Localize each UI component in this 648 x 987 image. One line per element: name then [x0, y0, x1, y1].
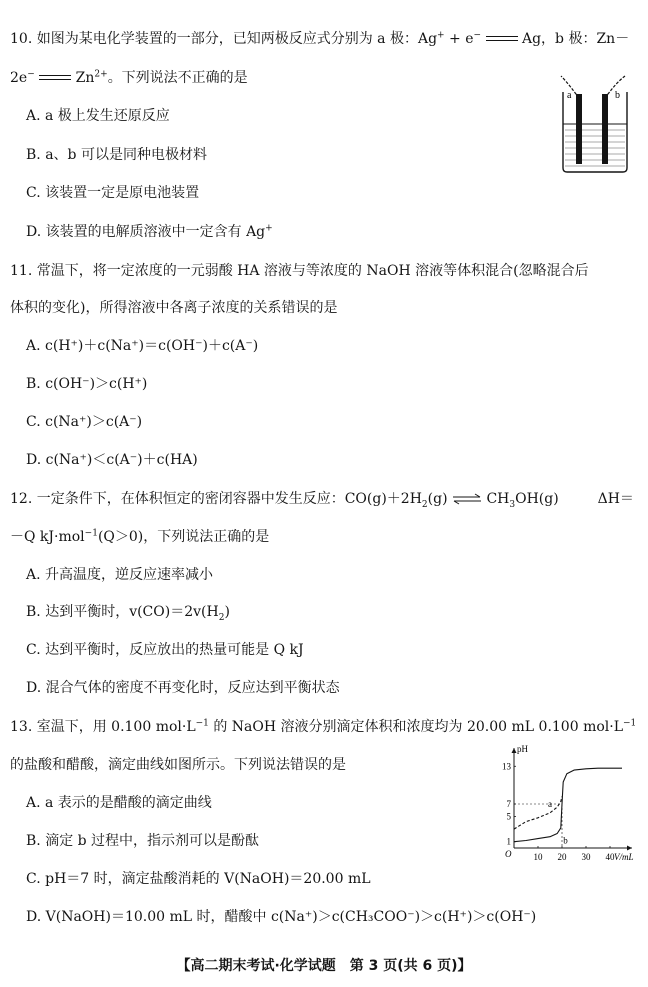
q12-stem-line1: 12. 一定条件下，在体积恒定的密闭容器中发生反应：$CO(g)+2H_2(g)$ $CH_3OH(g)$ ΔH＝ [10, 491, 634, 510]
x-tick-label: 20 [557, 852, 567, 862]
x-tick-label: 10 [533, 852, 543, 862]
equals-double-line [486, 34, 518, 44]
page-footer: 【高二期末考试·化学试题 第 3 页(共 6 页)】 [176, 958, 472, 974]
q10-option-c: C. 该装置一定是原电池装置 [26, 185, 200, 201]
q13-stem-line1: 13. 室温下，用 0.100 $mol\cdot L^{-1}$ 的 NaOH 溶液分别滴定体积和浓度均为 20.00 mL 0.100 $mol\cdot L^{-1}$ [10, 718, 637, 735]
y-tick-label: 1 [506, 836, 511, 847]
x-axis-label: V/mL [614, 852, 634, 862]
q11-option-d: D. c(Na⁺)＜c(A⁻)＋c(HA) [26, 452, 198, 468]
y-tick-label: 13 [502, 761, 511, 772]
x-tick-label: 40 [605, 852, 615, 862]
series-label-a: a [548, 798, 552, 809]
series-label-b: b [563, 835, 568, 846]
q11-option-b: B. c(OH⁻)＞c(H⁺) [26, 376, 148, 392]
q11-stem-line2: 体积的变化)，所得溶液中各离子浓度的关系错误的是 [10, 300, 338, 316]
q12-stem-line2: －Q kJ·mol$^{-1}$(Q＞0)，下列说法正确的是 [10, 528, 270, 545]
y-tick-label: 5 [506, 811, 511, 822]
q12-option-b: B. 达到平衡时，$v(CO)=2v(H_2)$ [26, 604, 230, 623]
q10-option-a: A. a 极上发生还原反应 [26, 108, 170, 124]
q13-option-c: C. pH＝7 时，滴定盐酸消耗的 V(NaOH)＝20.00 mL [26, 871, 371, 887]
q10-stem-line2: 2e− $Zn^{2+}$。下列说法不正确的是 [10, 69, 248, 86]
series-line-a [514, 797, 562, 830]
q13-option-a: A. a 表示的是醋酸的滴定曲线 [26, 795, 212, 811]
origin-label: O [505, 849, 512, 859]
series-line-b [514, 768, 622, 842]
q13-option-d: D. V(NaOH)＝10.00 mL 时，醋酸中 c(Na⁺)＞c(CH₃COO⁻)＞c(H⁺)＞c(OH⁻) [26, 909, 537, 925]
q12-option-d: D. 混合气体的密度不再变化时，反应达到平衡状态 [26, 680, 340, 696]
equilibrium-arrow-icon [452, 493, 482, 505]
q10-option-d: D. 该装置的电解质溶液中一定含有 Ag+ [26, 223, 273, 240]
electrochem-beaker-figure [555, 68, 637, 176]
q11-option-c: C. c(Na⁺)＞c(A⁻) [26, 414, 143, 430]
y-tick-label: 7 [506, 799, 511, 809]
q12-option-c: C. 达到平衡时，反应放出的热量可能是 Q kJ [26, 642, 304, 658]
x-axis-arrow-icon [627, 846, 632, 851]
q10-option-b: B. a、b 可以是同种电极材料 [26, 147, 207, 163]
y-axis-label: pH [517, 744, 528, 754]
q12-option-a: A. 升高温度，逆反应速率减小 [26, 567, 214, 583]
q10-stem-line1: 10. 如图为某电化学装置的一部分，已知两极反应式分别为 a 极：Ag+ + e− Ag，b 极：Zn－ [10, 30, 630, 47]
q13-option-b: B. 滴定 b 过程中，指示剂可以是酚酞 [26, 833, 260, 849]
q13-stem-line2: 的盐酸和醋酸，滴定曲线如图所示。下列说法错误的是 [10, 757, 346, 773]
y-axis-arrow-icon [512, 748, 517, 753]
q11-stem-line1: 11. 常温下，将一定浓度的一元弱酸 HA 溶液与等浓度的 NaOH 溶液等体积混合(忽略混合后 [10, 263, 589, 279]
titration-curve-chart [496, 740, 642, 865]
q11-option-a: A. c(H⁺)＋c(Na⁺)＝c(OH⁻)＋c(A⁻) [26, 338, 259, 354]
equals-double-line [39, 73, 71, 83]
electrode-label-b: b [615, 90, 620, 101]
electrode-label-a: a [567, 90, 572, 101]
x-tick-label: 30 [581, 852, 591, 862]
